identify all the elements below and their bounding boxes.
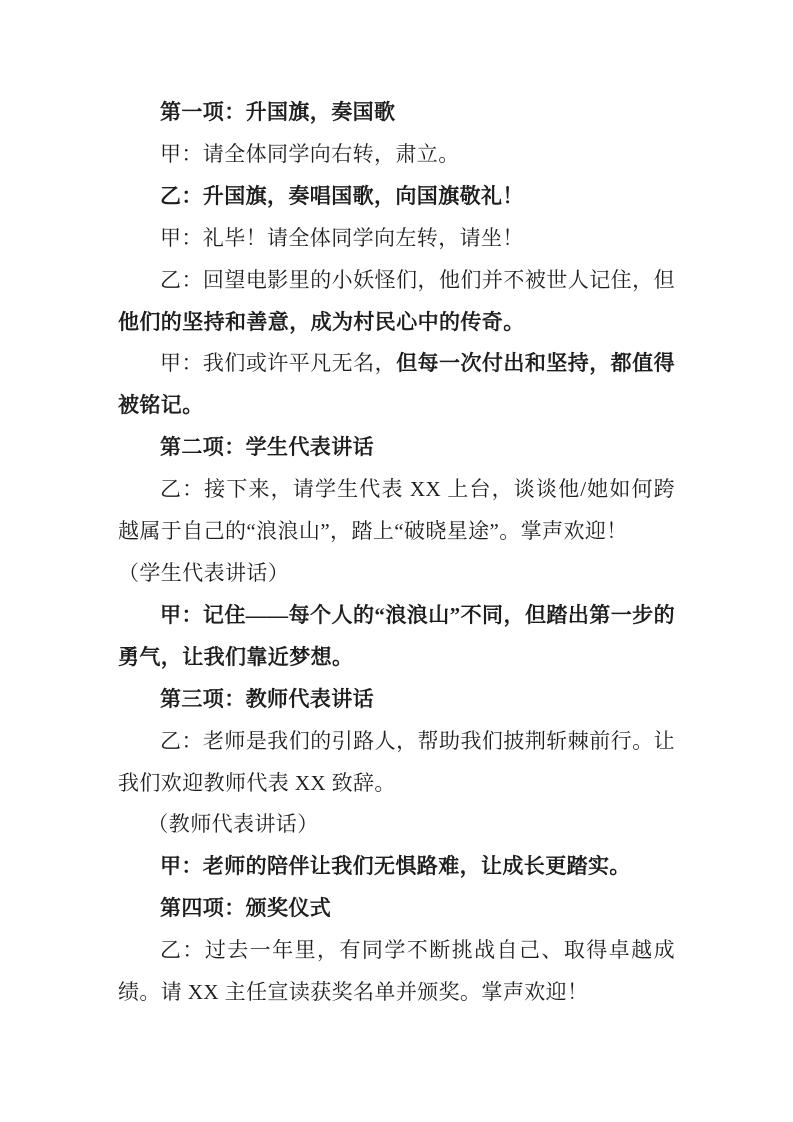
stage-direction-teacher: [118, 804, 675, 846]
host-jia-line: [118, 134, 675, 176]
stage-direction-student: [118, 553, 675, 595]
host-jia-line-text: 甲：礼毕！请全体同学向左转，请坐！: [160, 225, 524, 250]
host-jia-line-normal-text: 甲：我们或许平凡无名，: [160, 351, 397, 376]
stage-direction-student-text: （学生代表讲话）: [118, 560, 290, 585]
host-jia-line: [118, 343, 675, 427]
host-yi-line-text: 乙：接下来，请学生代表 XX 上台，谈谈他/她如何跨越属于自己的“浪浪山”，踏上“破晓星途”。掌声欢迎！: [118, 477, 675, 544]
agenda-heading-3-text: 第三项：教师代表讲话: [160, 686, 374, 711]
host-jia-line-bold-text: 但每一次付出和坚持，都值得被铭记。: [118, 351, 676, 418]
stage-direction-teacher-text: （教师代表讲话）: [147, 812, 319, 837]
host-yi-line-text: 乙：升国旗，奏唱国歌，向国旗敬礼！: [160, 183, 524, 208]
host-yi-line-text: 乙：过去一年里，有同学不断挑战自己、取得卓越成绩。请 XX 主任宣读获奖名单并颁奖。掌声欢迎！: [118, 938, 675, 1005]
host-yi-line-text: 乙：老师是我们的引路人，帮助我们披荆斩棘前行。让我们欢迎教师代表 XX 致辞。: [118, 728, 675, 795]
host-yi-line: [118, 260, 675, 344]
host-jia-line: [118, 846, 675, 888]
agenda-heading-4-text: 第四项：颁奖仪式: [160, 896, 332, 921]
host-jia-line-text: 甲：请全体同学向右转，肃立。: [160, 141, 460, 166]
agenda-heading-4: [118, 888, 675, 930]
host-yi-line: [118, 930, 675, 1014]
host-yi-line-bold-text: 他们的坚持和善意，成为村民心中的传奇。: [118, 309, 525, 334]
document-body: [118, 92, 675, 1014]
host-yi-line: [118, 469, 675, 553]
host-jia-line: [118, 595, 675, 679]
host-jia-line-text: 甲：记住——每个人的“浪浪山”不同，但踏出第一步的勇气，让我们靠近梦想。: [118, 602, 675, 669]
agenda-heading-2-text: 第二项：学生代表讲话: [160, 435, 374, 460]
host-yi-line: [118, 721, 675, 805]
host-jia-line: [118, 218, 675, 260]
agenda-heading-1-text: 第一项：升国旗，奏国歌: [160, 100, 396, 124]
host-yi-line: [118, 176, 675, 218]
agenda-heading-1: [118, 92, 675, 134]
agenda-heading-2: [118, 427, 675, 469]
host-yi-line-normal-text: 乙：回望电影里的小妖怪们，他们并不被世人记住，但: [160, 267, 675, 292]
host-jia-line-text: 甲：老师的陪伴让我们无惧路难，让成长更踏实。: [160, 854, 631, 879]
agenda-heading-3: [118, 679, 675, 721]
